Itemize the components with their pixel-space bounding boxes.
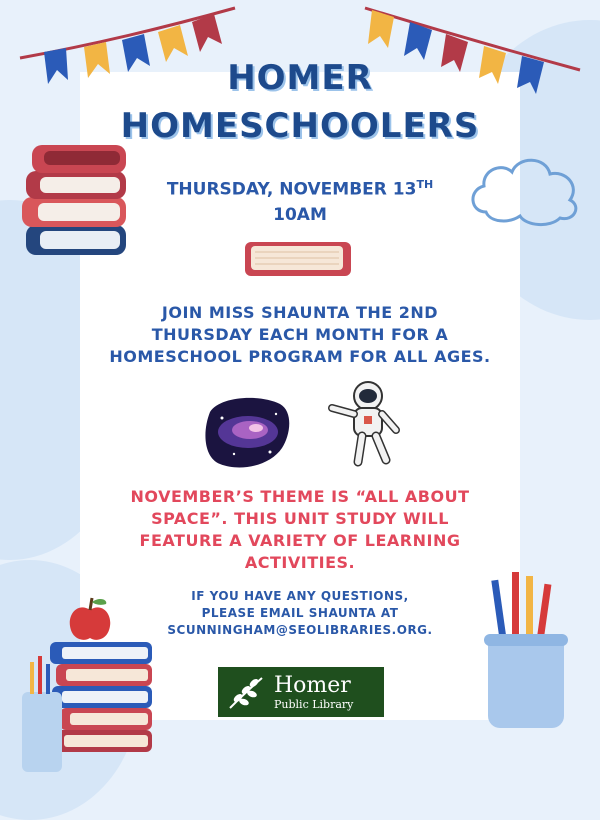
intro-text [80,302,520,368]
logo-text [274,672,354,711]
leaf-icon [224,670,268,714]
contact-email[interactable]: SCUNNINGHAM@SEOLIBRARIES.ORG. [167,623,433,637]
closed-book-icon [243,238,355,280]
theme-line4: ACTIVITIES. [244,553,356,572]
event-time: 10AM [273,205,327,225]
theme-line2: SPACE”. THIS UNIT STUDY WILL [151,509,449,528]
event-date-suffix: TH [416,178,434,191]
event-date-text: THURSDAY, NOVEMBER 13 [166,179,417,200]
pencil-jar-icon [484,568,568,730]
contact-line2: PLEASE EMAIL SHAUNTA AT [201,606,399,620]
page-title-line1: HOMER [227,58,373,98]
event-date [0,174,600,201]
page-title-line2: HOMESCHOOLERS [120,106,480,146]
theme-line3: FEATURE A VARIETY OF LEARNING [139,531,461,550]
library-logo [218,667,384,717]
intro-line1: JOIN MISS SHAUNTA THE 2ND [161,303,439,322]
galaxy-icon [200,392,296,474]
theme-line1: NOVEMBER’S THEME IS “ALL ABOUT [130,487,470,506]
theme-text [80,486,520,574]
intro-line2: THURSDAY EACH MONTH FOR A [151,325,449,344]
astronaut-icon [324,378,406,468]
contact-line1: IF YOU HAVE ANY QUESTIONS, [191,589,409,603]
logo-name: Homer [274,672,351,698]
books-apple-icon [20,592,160,777]
logo-sub: Public Library [274,697,354,711]
intro-line3: HOMESCHOOL PROGRAM FOR ALL AGES. [109,347,491,366]
